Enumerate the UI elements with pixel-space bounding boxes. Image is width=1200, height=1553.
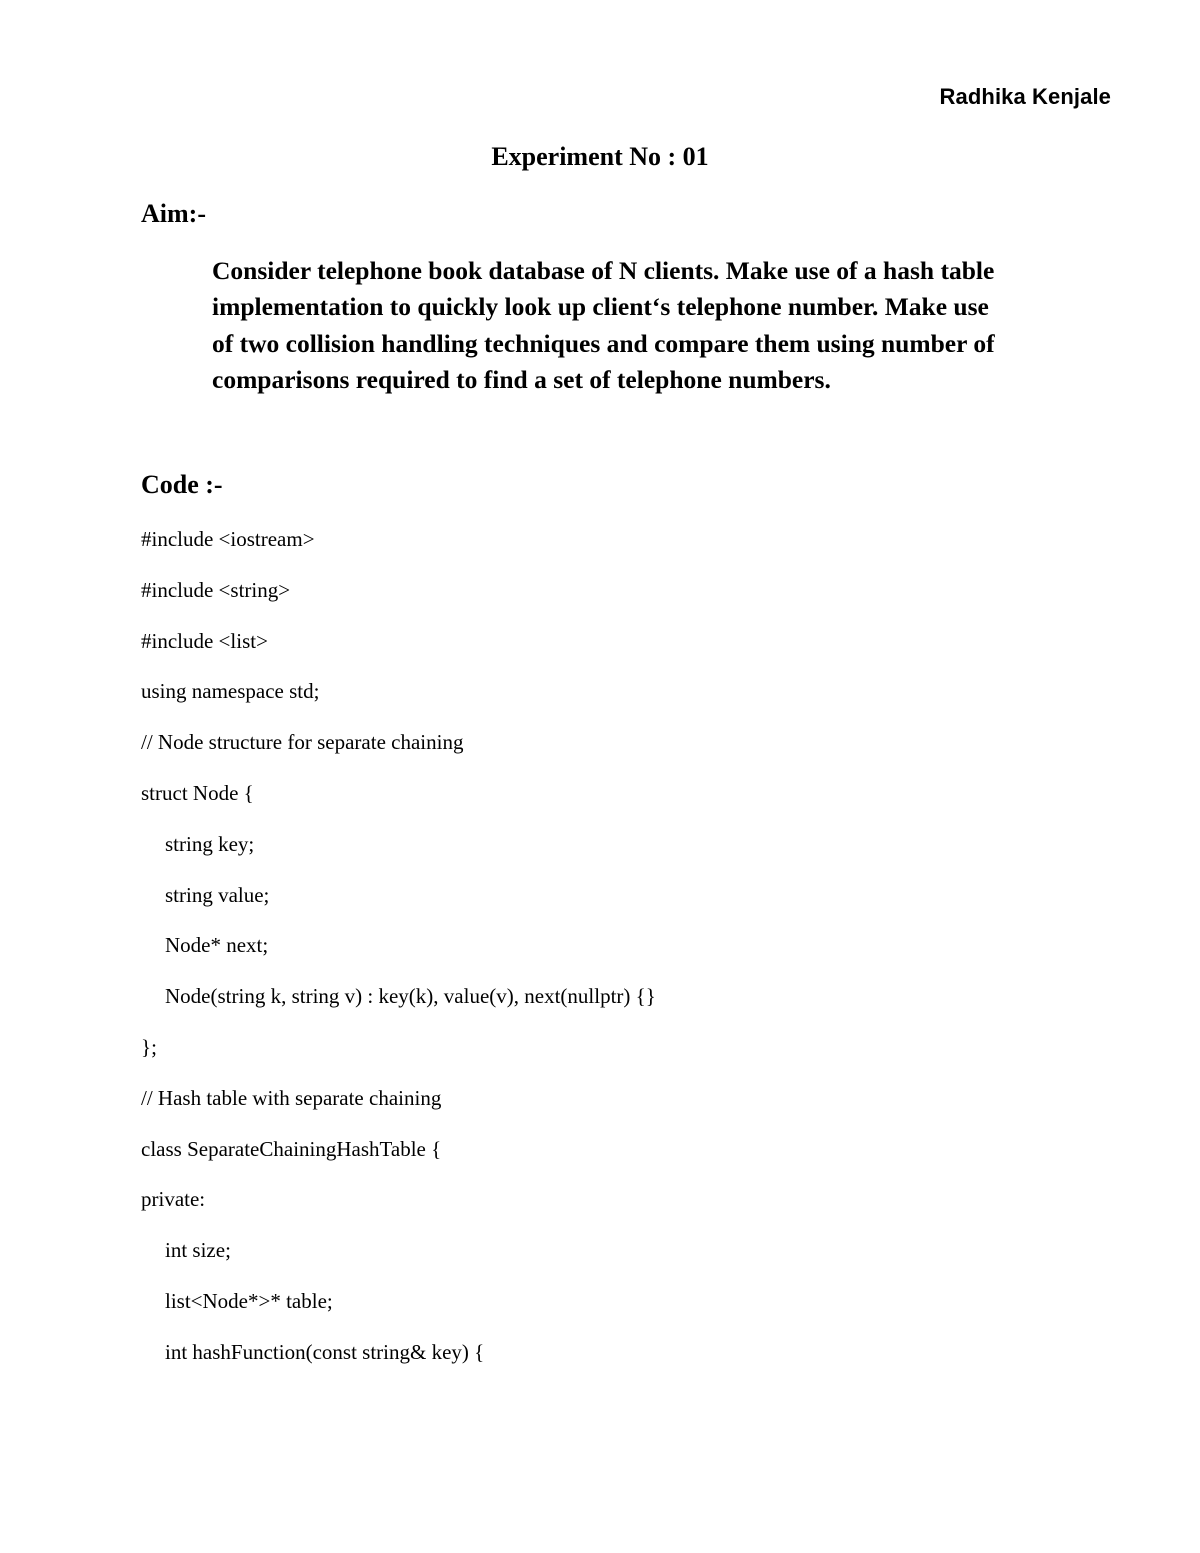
aim-line: implementation to quickly look up client‘s telephone number. Make use [212, 292, 989, 322]
code-comment-line: // Hash table with separate chaining [141, 1085, 442, 1110]
code-line: Node* next; [165, 933, 269, 958]
code-line: int size; [165, 1238, 231, 1263]
code-line: int hashFunction(const string& key) { [165, 1339, 485, 1364]
code-line: #include <string> [141, 577, 291, 602]
code-line: }; [141, 1034, 157, 1059]
code-line: class SeparateChainingHashTable { [141, 1136, 442, 1161]
code-listing [141, 525, 656, 1389]
aim-line: Consider telephone book database of N clients. Make use of a hash table [212, 256, 995, 285]
code-line: list<Node*>* table; [165, 1288, 333, 1313]
code-line: Node(string k, string v) : key(k), value(v), next(nullptr) {} [165, 984, 656, 1009]
aim-line: comparisons required to find a set of telephone numbers. [212, 364, 831, 394]
author-name: Radhika Kenjale [939, 84, 1111, 109]
aim-paragraph [212, 253, 1072, 398]
code-heading: Code :- [141, 470, 223, 499]
code-line: string value; [165, 882, 270, 907]
code-line: string key; [165, 831, 255, 856]
aim-line: of two collision handling techniques and compare them using number of [212, 328, 995, 358]
aim-heading: Aim:- [141, 199, 206, 228]
code-line: struct Node { [141, 780, 254, 805]
code-line: #include <iostream> [141, 527, 315, 551]
code-line: #include <list> [141, 628, 268, 653]
code-comment-line: // Node structure for separate chaining [141, 730, 464, 755]
code-line: private: [141, 1187, 206, 1212]
experiment-title: Experiment No : 01 [491, 142, 709, 171]
code-line: using namespace std; [141, 679, 320, 704]
